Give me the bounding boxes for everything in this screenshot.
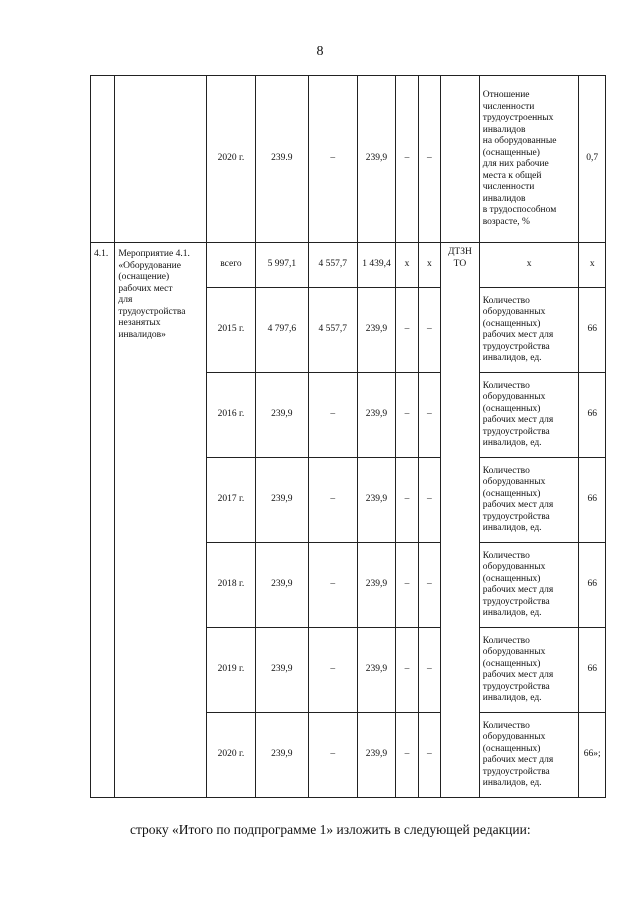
regional-cell: 239,9 (357, 628, 396, 713)
federal-cell: – (308, 628, 357, 713)
indicator-cell: Количество оборудованных (оснащенных) рабочих мест для трудоустройства инвалидов, ед. (479, 543, 579, 628)
municipal-cell: – (396, 543, 418, 628)
other-cell: х (418, 243, 440, 288)
target-value-cell: 0,7 (579, 76, 606, 243)
other-cell: – (418, 76, 440, 243)
regional-cell: 239,9 (357, 288, 396, 373)
other-cell: – (418, 543, 440, 628)
indicator-cell: Количество оборудованных (оснащенных) рабочих мест для трудоустройства инвалидов, ед. (479, 628, 579, 713)
executor-cell: ДТЗН ТО (441, 243, 480, 798)
target-value-cell: 66 (579, 458, 606, 543)
regional-cell: 239,9 (357, 373, 396, 458)
total-cell: 239,9 (255, 373, 308, 458)
event-name: Мероприятие 4.1. «Оборудование (оснащение) рабочих мест для трудоустройства незанятых инвалидов» (115, 243, 207, 798)
year-cell: 2016 г. (207, 373, 256, 458)
indicator-cell: Количество оборудованных (оснащенных) рабочих мест для трудоустройства инвалидов, ед. (479, 713, 579, 798)
year-cell: 2017 г. (207, 458, 256, 543)
federal-cell: – (308, 373, 357, 458)
target-value-cell: 66 (579, 628, 606, 713)
federal-cell: – (308, 76, 357, 243)
regional-cell: 239,9 (357, 543, 396, 628)
federal-cell: 4 557,7 (308, 243, 357, 288)
regional-cell: 239,9 (357, 458, 396, 543)
target-value-cell: 66»; (579, 713, 606, 798)
indicator-cell: х (479, 243, 579, 288)
target-value-cell: 66 (579, 373, 606, 458)
other-cell: – (418, 713, 440, 798)
indicator-cell: Отношение численности трудоустроенных инвалидов на оборудованные (оснащенные) для них рабочие места к общей численности инвалидов в трудоспособном возрасте, % (479, 76, 579, 243)
empty-name-cell (115, 76, 207, 243)
municipal-cell: – (396, 288, 418, 373)
municipal-cell: – (396, 628, 418, 713)
regional-cell: 239,9 (357, 713, 396, 798)
federal-cell: – (308, 713, 357, 798)
total-cell: 5 997,1 (255, 243, 308, 288)
total-cell: 239,9 (255, 458, 308, 543)
total-cell: 4 797,6 (255, 288, 308, 373)
amendment-instruction: строку «Итого по подпрограмме 1» изложить в следующей редакции: (130, 822, 531, 837)
regional-cell: 1 439,4 (357, 243, 396, 288)
year-cell: 2020 г. (207, 713, 256, 798)
other-cell: – (418, 628, 440, 713)
municipal-cell: – (396, 458, 418, 543)
federal-cell: – (308, 543, 357, 628)
target-value-cell: 66 (579, 543, 606, 628)
municipal-cell: – (396, 713, 418, 798)
target-value-cell: 66 (579, 288, 606, 373)
other-cell: – (418, 288, 440, 373)
indicator-cell: Количество оборудованных (оснащенных) рабочих мест для трудоустройства инвалидов, ед. (479, 373, 579, 458)
federal-cell: 4 557,7 (308, 288, 357, 373)
indicator-cell: Количество оборудованных (оснащенных) рабочих мест для трудоустройства инвалидов, ед. (479, 288, 579, 373)
table-row (91, 76, 606, 243)
total-cell: 239.9 (255, 76, 308, 243)
program-table (90, 75, 606, 798)
table-row (91, 243, 606, 288)
regional-cell: 239,9 (357, 76, 396, 243)
federal-cell: – (308, 458, 357, 543)
other-cell: – (418, 373, 440, 458)
municipal-cell: х (396, 243, 418, 288)
year-cell: всего (207, 243, 256, 288)
municipal-cell: – (396, 373, 418, 458)
empty-num-cell (91, 76, 115, 243)
empty-executor-cell (441, 76, 480, 243)
municipal-cell: – (396, 76, 418, 243)
other-cell: – (418, 458, 440, 543)
indicator-cell: Количество оборудованных (оснащенных) рабочих мест для трудоустройства инвалидов, ед. (479, 458, 579, 543)
year-cell: 2019 г. (207, 628, 256, 713)
total-cell: 239,9 (255, 713, 308, 798)
page-number: 8 (316, 44, 324, 59)
event-number: 4.1. (91, 243, 115, 798)
total-cell: 239,9 (255, 543, 308, 628)
total-cell: 239,9 (255, 628, 308, 713)
target-value-cell: х (579, 243, 606, 288)
year-cell: 2015 г. (207, 288, 256, 373)
year-cell: 2018 г. (207, 543, 256, 628)
year-cell: 2020 г. (207, 76, 256, 243)
